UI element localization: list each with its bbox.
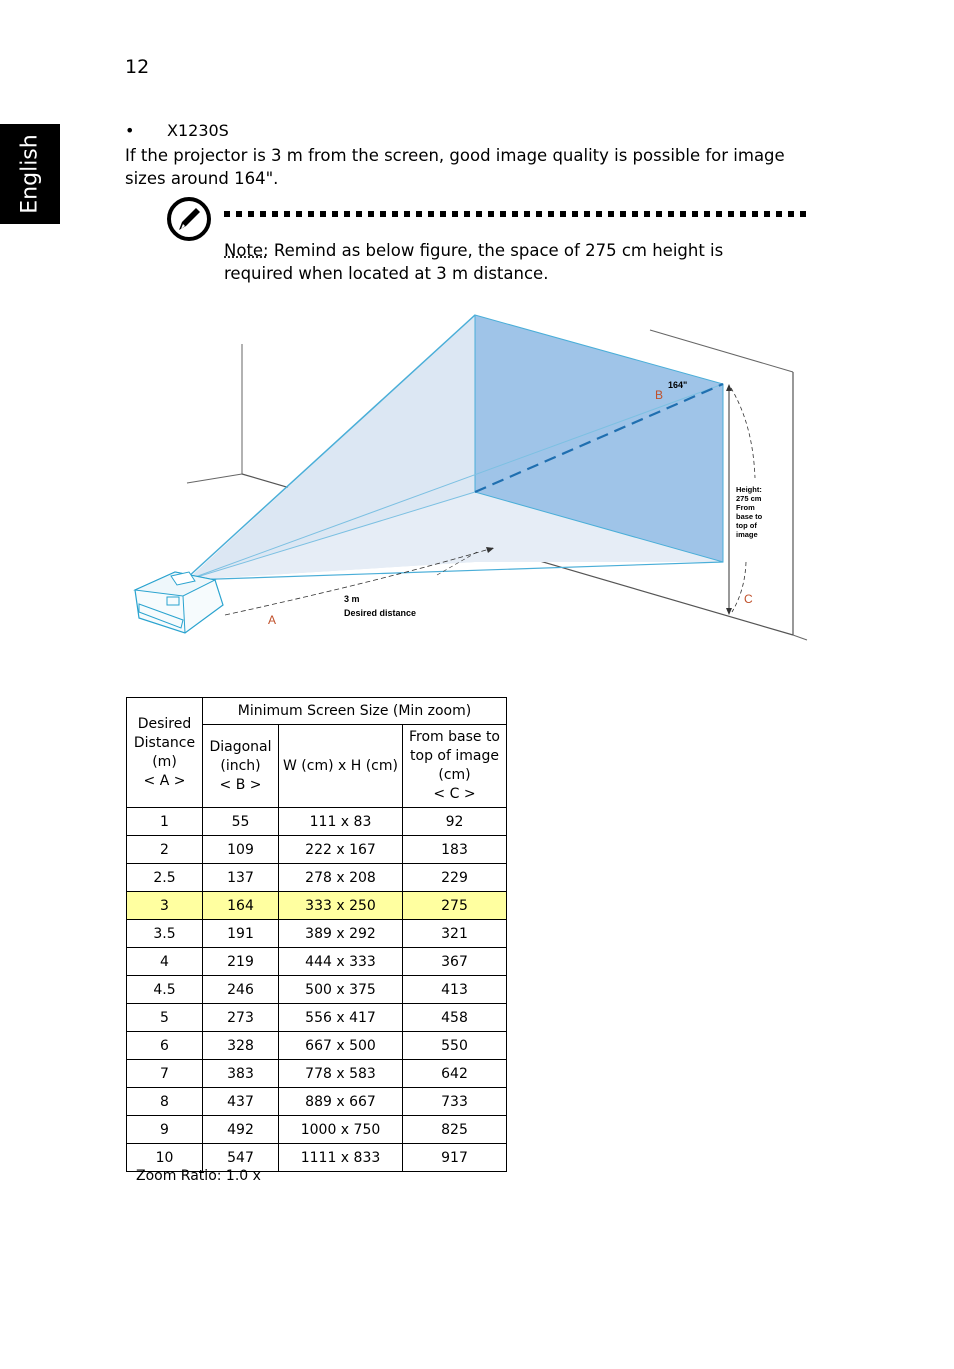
table-row [127, 892, 507, 920]
model-name: X1230S [167, 121, 229, 140]
cell-base-to-top: 92 [403, 808, 507, 836]
height-label-line: image [736, 530, 758, 539]
cell-width-height: 889 x 667 [279, 1088, 403, 1116]
cell-distance: 10 [127, 1144, 203, 1172]
cell-distance: 5 [127, 1004, 203, 1032]
cell-width-height: 1111 x 833 [279, 1144, 403, 1172]
note-text [224, 239, 784, 285]
note-icon [166, 196, 212, 242]
table-row [127, 1088, 507, 1116]
distance-label-2: Desired distance [344, 608, 417, 618]
cell-diagonal: 246 [203, 976, 279, 1004]
height-label [736, 485, 763, 539]
screen-size-table [126, 697, 507, 1172]
cell-diagonal: 191 [203, 920, 279, 948]
cell-diagonal: 55 [203, 808, 279, 836]
cell-diagonal: 273 [203, 1004, 279, 1032]
cell-diagonal: 164 [203, 892, 279, 920]
cell-base-to-top: 733 [403, 1088, 507, 1116]
table-row [127, 836, 507, 864]
cell-distance: 4.5 [127, 976, 203, 1004]
cell-distance: 6 [127, 1032, 203, 1060]
cell-width-height: 500 x 375 [279, 976, 403, 1004]
projection-diagram [125, 300, 825, 650]
cell-diagonal: 109 [203, 836, 279, 864]
cell-width-height: 278 x 208 [279, 864, 403, 892]
cell-base-to-top: 321 [403, 920, 507, 948]
cell-width-height: 1000 x 750 [279, 1116, 403, 1144]
note-body: Remind as below figure, the space of 275 cm height is required when located at 3 m distance. [224, 241, 724, 283]
cell-base-to-top: 275 [403, 892, 507, 920]
language-tab [0, 124, 60, 224]
cell-base-to-top: 550 [403, 1032, 507, 1060]
marker-c-label: C [744, 592, 753, 606]
cell-distance: 2.5 [127, 864, 203, 892]
cell-width-height: 333 x 250 [279, 892, 403, 920]
cell-distance: 4 [127, 948, 203, 976]
header-base-to-top: From base to top of image (cm) < C > [403, 725, 507, 808]
table-row [127, 976, 507, 1004]
cell-base-to-top: 183 [403, 836, 507, 864]
cell-distance: 3.5 [127, 920, 203, 948]
table-row [127, 1060, 507, 1088]
cell-base-to-top: 413 [403, 976, 507, 1004]
cell-width-height: 556 x 417 [279, 1004, 403, 1032]
header-width-height: W (cm) x H (cm) [279, 725, 403, 808]
header-distance: Desired Distance (m) < A > [127, 698, 203, 808]
cell-base-to-top: 825 [403, 1116, 507, 1144]
cell-diagonal: 137 [203, 864, 279, 892]
height-label-line: 275 cm [736, 494, 762, 503]
marker-a-label: A [268, 613, 277, 627]
cell-base-to-top: 458 [403, 1004, 507, 1032]
header-min-screen: Minimum Screen Size (Min zoom) [203, 698, 507, 725]
table-row [127, 864, 507, 892]
cell-width-height: 667 x 500 [279, 1032, 403, 1060]
cell-distance: 7 [127, 1060, 203, 1088]
height-label-line: top of [736, 521, 757, 530]
language-tab-label: English [17, 134, 43, 214]
cell-diagonal: 437 [203, 1088, 279, 1116]
cell-width-height: 222 x 167 [279, 836, 403, 864]
table-row [127, 1116, 507, 1144]
cell-diagonal: 492 [203, 1116, 279, 1144]
cell-width-height: 778 x 583 [279, 1060, 403, 1088]
bullet-icon: • [125, 121, 135, 140]
height-label-line: Height: [736, 485, 762, 494]
cell-diagonal: 219 [203, 948, 279, 976]
cell-width-height: 389 x 292 [279, 920, 403, 948]
height-curve-top [731, 388, 755, 478]
cell-base-to-top: 917 [403, 1144, 507, 1172]
table-row [127, 808, 507, 836]
cell-distance: 9 [127, 1116, 203, 1144]
room-wall-top [650, 330, 793, 372]
intro-paragraph: If the projector is 3 m from the screen, good image quality is possible for image sizes around 164". [125, 146, 785, 188]
height-arrow-bottom-head [726, 608, 732, 615]
height-label-line: From [736, 503, 755, 512]
table-row [127, 1004, 507, 1032]
cell-diagonal: 383 [203, 1060, 279, 1088]
marker-b-label: B [655, 388, 664, 402]
table-row [127, 1032, 507, 1060]
cell-diagonal: 547 [203, 1144, 279, 1172]
room-floor-left [187, 474, 242, 483]
header-diagonal: Diagonal (inch) < B > [203, 725, 279, 808]
room-floor-right [793, 635, 807, 640]
diagonal-value-label: 164" [668, 380, 688, 390]
model-bullet [125, 121, 229, 140]
projector-icon [135, 572, 223, 633]
page-number: 12 [125, 56, 150, 78]
cell-distance: 1 [127, 808, 203, 836]
cell-distance: 2 [127, 836, 203, 864]
cell-distance: 8 [127, 1088, 203, 1116]
cell-distance: 3 [127, 892, 203, 920]
distance-label-1: 3 m [344, 594, 360, 604]
cell-width-height: 444 x 333 [279, 948, 403, 976]
cell-base-to-top: 229 [403, 864, 507, 892]
cell-base-to-top: 642 [403, 1060, 507, 1088]
zoom-ratio-note: Zoom Ratio: 1.0 x [136, 1168, 261, 1184]
cell-base-to-top: 367 [403, 948, 507, 976]
note-label: Note: [224, 241, 269, 260]
note-divider [224, 211, 810, 217]
height-label-line: base to [736, 512, 763, 521]
cell-diagonal: 328 [203, 1032, 279, 1060]
table-row [127, 920, 507, 948]
height-arrow-top-head [726, 384, 732, 391]
cell-width-height: 111 x 83 [279, 808, 403, 836]
table-row [127, 948, 507, 976]
